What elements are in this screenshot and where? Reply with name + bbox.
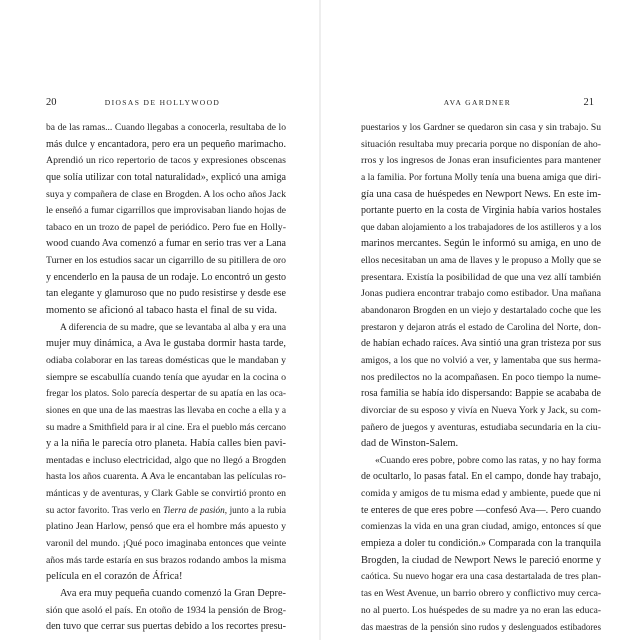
text-line: amigos, a los que no volvió a ver, y lamentaba que sus herma- (361, 354, 601, 366)
text-line: siones en que una de las maestras las llevaba en coche a ella y a (46, 405, 286, 416)
text-line: Aprendió un rico repertorio de tacos y expresiones obscenas (46, 155, 286, 167)
text-line: das maestras de la pensión sino rudos y deslenguados estibadores (361, 622, 601, 633)
text-line: mentadas e incluso electricidad, algo que no llegó a Brogden (46, 454, 286, 466)
text-line: que daban alojamiento a los trabajadores de los astilleros y a los (361, 222, 601, 233)
text-line: fregar los platos. Solo parecía despertar de su apatía en las oca- (46, 389, 286, 400)
text-line: divorciar de su esposo y vivía en Nueva York y Jack, su com- (361, 404, 601, 416)
text-line: y a la niña le parecía otro planeta. Había calles bien pavi- (46, 438, 286, 450)
text-line: su actor favorito. Tras verlo en Tierra de pasión, junto a la rubia (46, 505, 286, 516)
text-line: Turner en los estudios sacar un cigarrillo de su pitillera de oro (46, 255, 286, 267)
text-line: caótica. Su nuevo hogar era una casa destartalada de tres plan- (361, 571, 601, 583)
text-line: su madre a Smithfield para ir al cine. Era el pueblo más cercano (46, 422, 286, 433)
text-line: tas en West Avenue, un barrio obrero y conflictivo muy cerca- (361, 587, 601, 599)
text-line: presentara. Existía la posibilidad de que una vez allí también (361, 271, 601, 283)
left-page-body (46, 120, 286, 636)
text-line: marinos mercantes. Según le informó su amiga, en uno de (361, 238, 601, 250)
text-line: hasta los años cuarenta. A Ava le encantaban las películas ro- (46, 471, 286, 483)
text-line: suya y compañera de clase en Brogden. A los ocho años Jack (46, 188, 286, 200)
text-line: no al puerto. Los huéspedes de su madre ya no eran las educa- (361, 604, 601, 616)
text-line: ba de las ramas... Cuando llegabas a conocerla, resultaba de lo (46, 122, 286, 133)
text-line: mánticas y de aventuras, y Clark Gable se convirtió pronto en (46, 488, 286, 500)
text-line: comienzas la vida en una gran ciudad, amigo, entonces sí que (361, 521, 601, 533)
text-line: película en el corazón de África! (46, 571, 183, 583)
text-line: y encenderlo en la pausa de un rodaje. Lo encontró un gesto (46, 271, 286, 283)
text-line: sión que asoló el país. En otoño de 1934 la pensión de Brog- (46, 604, 286, 616)
page-number: 21 (583, 97, 594, 108)
text-line: odiaba colaborar en las tareas domésticas que le mandaban y (46, 354, 286, 366)
text-line: situación resultaba muy precaria porque no disponían de aho- (361, 138, 601, 150)
text-line: tan elegante y glamuroso que no pudo resistirse y desde ese (46, 288, 286, 300)
text-line: Brogden, la ciudad de Newport News le pareció enorme y (361, 554, 601, 566)
text-line: wood cuando Ava comenzó a fumar en serio tras ver a Lana (46, 238, 286, 250)
text-line: prestaron y dejaron atrás el estado de Carolina del Norte, don- (361, 321, 601, 333)
text-line: a la familia. Por fortuna Molly tenía una buena amiga que diri- (361, 171, 601, 183)
text-line: comida y amigos de tu misma edad y ambiente, puede que ni (361, 488, 601, 500)
right-page-body (361, 120, 601, 636)
text-line: siempre se escabullía cuando tenía que ayudar en la cocina o (46, 371, 286, 383)
text-line: te enteres de que eres pobre —confesó Ava—. Pero cuando (361, 504, 601, 516)
text-line: rosa familia se había ido dispersando: Bappie se acababa de (361, 388, 601, 400)
text-line: rros y los ingresos de Jonas eran insuficientes para mantener (361, 155, 601, 167)
text-line: ellos necesitaban un ama de llaves y le propuso a Molly que se (361, 255, 601, 267)
text-line: platino Jean Harlow, pensó que era el hombre más apuesto y (46, 521, 286, 533)
text-line: de ocultarlo, lo pasas fatal. En el campo, donde hay trabajo, (361, 471, 601, 483)
text-line: que solía utilizar con total naturalidad», explicó una amiga (46, 171, 286, 183)
text-line: A diferencia de su madre, que se levantaba al alba y era una (60, 322, 286, 333)
text-line: varonil del mundo. ¡Qué poco imaginaba entonces que veinte (46, 538, 286, 550)
text-line: dad de Winston-Salem. (361, 438, 459, 450)
text-line: nos predilectos no la acompañasen. En poco tiempo la nume- (361, 371, 601, 383)
text-line: momento se aficionó al tabaco hasta el final de su vida. (46, 305, 277, 317)
text-line: abandonaron Brogden en un viejo y destartalado coche que les (361, 305, 601, 317)
running-head: DIOSAS DE HOLLYWOOD (104, 98, 221, 107)
page-number: 20 (46, 97, 57, 108)
text-line: Ava era muy pequeña cuando comenzó la Gran Depre- (60, 587, 286, 599)
text-line: le enseñó a fumar cigarrillos que improvisaban liando hojas de (46, 205, 286, 217)
text-line: mujer muy dinámica, a Ava le gustaba dormir hasta tarde, (46, 338, 286, 350)
film-title: Tierra de pasión (163, 505, 225, 516)
text-line: años más tarde estaría en sus brazos rodando ambos la misma (46, 554, 286, 566)
right-page (320, 0, 640, 640)
running-head: AVA GARDNER (443, 98, 512, 107)
text-line: «Cuando eres pobre, pobre como las ratas, y no hay forma (375, 454, 601, 466)
text-line: den tuvo que cerrar sus puertas debido a los recortes presu- (46, 621, 286, 633)
text-line: gía una casa de huéspedes en Newport News. En este im- (361, 188, 601, 200)
text-line: empieza a doler tu condición.» Comparada con la tranquila (361, 538, 601, 550)
text-line: de habían echado raíces. Ava sintió una gran tristeza por sus (361, 338, 601, 350)
right-page-header (361, 97, 594, 109)
text-line: tabaco en un trozo de papel de periódico. Pero fue en Holly- (46, 221, 286, 233)
text-line: portante puerto en la costa de Virginia había varios hostales (361, 205, 601, 217)
left-page-header (46, 97, 279, 109)
text-line: puestarios y los Gardner se quedaron sin casa y sin trabajo. Su (361, 122, 601, 133)
text-line: Jonas pudiera encontrar trabajo como estibador. Una mañana (361, 288, 601, 300)
text-line: más dulce y encantadora, pero era un pequeño marimacho. (46, 138, 286, 150)
text-line: pañero de juegos y aventuras, estudiaba secundaria en la ciu- (361, 421, 601, 433)
